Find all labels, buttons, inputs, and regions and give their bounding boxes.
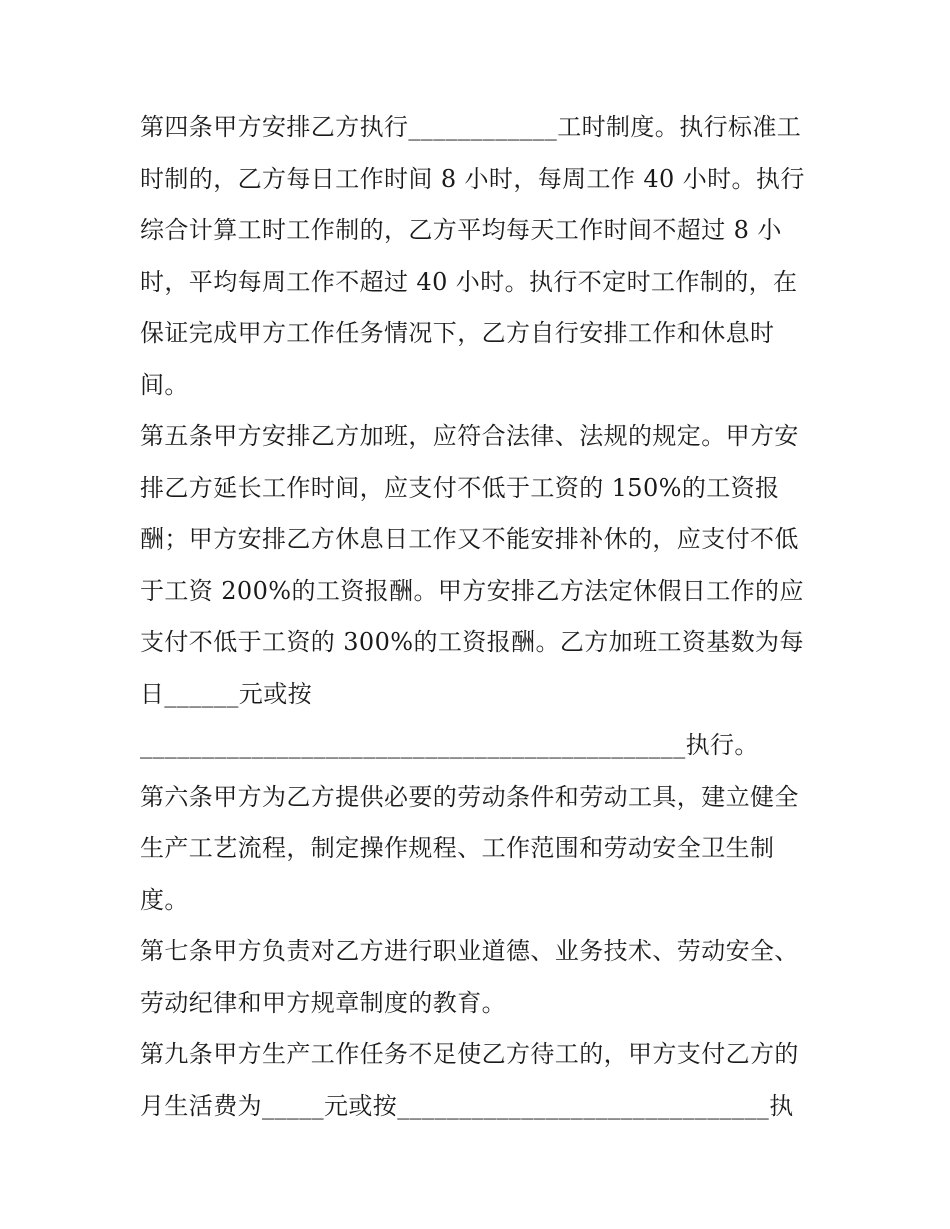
text-line: 第五条甲方安排乙方加班，应符合法律、法规的规定。甲方安 xyxy=(140,422,799,450)
text-line: 于工资 200%的工资报酬。甲方安排乙方法定休假日工作的应 xyxy=(140,576,804,605)
text-line: 保证完成甲方工作任务情况下，乙方自行安排工作和休息时 xyxy=(140,319,775,347)
text-line: 支付不低于工资的 300%的工资报酬。乙方加班工资基数为每 xyxy=(140,628,804,656)
text-line: 排乙方延长工作时间，应支付不低于工资的 150%的工资报 xyxy=(140,473,780,502)
text-line: 月生活费为_____元或按______________________________执 xyxy=(140,1091,794,1120)
text-line: 第六条甲方为乙方提供必要的劳动条件和劳动工具，建立健全 xyxy=(140,782,799,811)
text-line: 酬；甲方安排乙方休息日工作又不能安排补休的，应支付不低 xyxy=(140,525,799,553)
text-line: 日______元或按 xyxy=(140,679,312,708)
text-line: 第七条甲方负责对乙方进行职业道德、业务技术、劳动安全、 xyxy=(140,937,799,965)
text-line: 劳动纪律和甲方规章制度的教育。 xyxy=(140,988,506,1017)
text-line: 时，平均每周工作不超过 40 小时。执行不定时工作制的，在 xyxy=(140,267,798,296)
text-line: 度。 xyxy=(140,885,189,914)
document-body xyxy=(140,102,820,1132)
text-line: 时制的，乙方每日工作时间 8 小时，每周工作 40 小时。执行 xyxy=(140,164,805,193)
text-line: ____________________________________________执行。 xyxy=(140,731,759,759)
text-line: 第九条甲方生产工作任务不足使乙方待工的，甲方支付乙方的 xyxy=(140,1040,799,1068)
text-line: 生产工艺流程，制定操作规程、工作范围和劳动安全卫生制 xyxy=(140,834,775,862)
text-line: 第四条甲方安排乙方执行____________工时制度。执行标准工 xyxy=(140,113,802,141)
text-line: 综合计算工时工作制的，乙方平均每天工作时间不超过 8 小 xyxy=(140,216,782,244)
text-line: 间。 xyxy=(140,370,189,399)
